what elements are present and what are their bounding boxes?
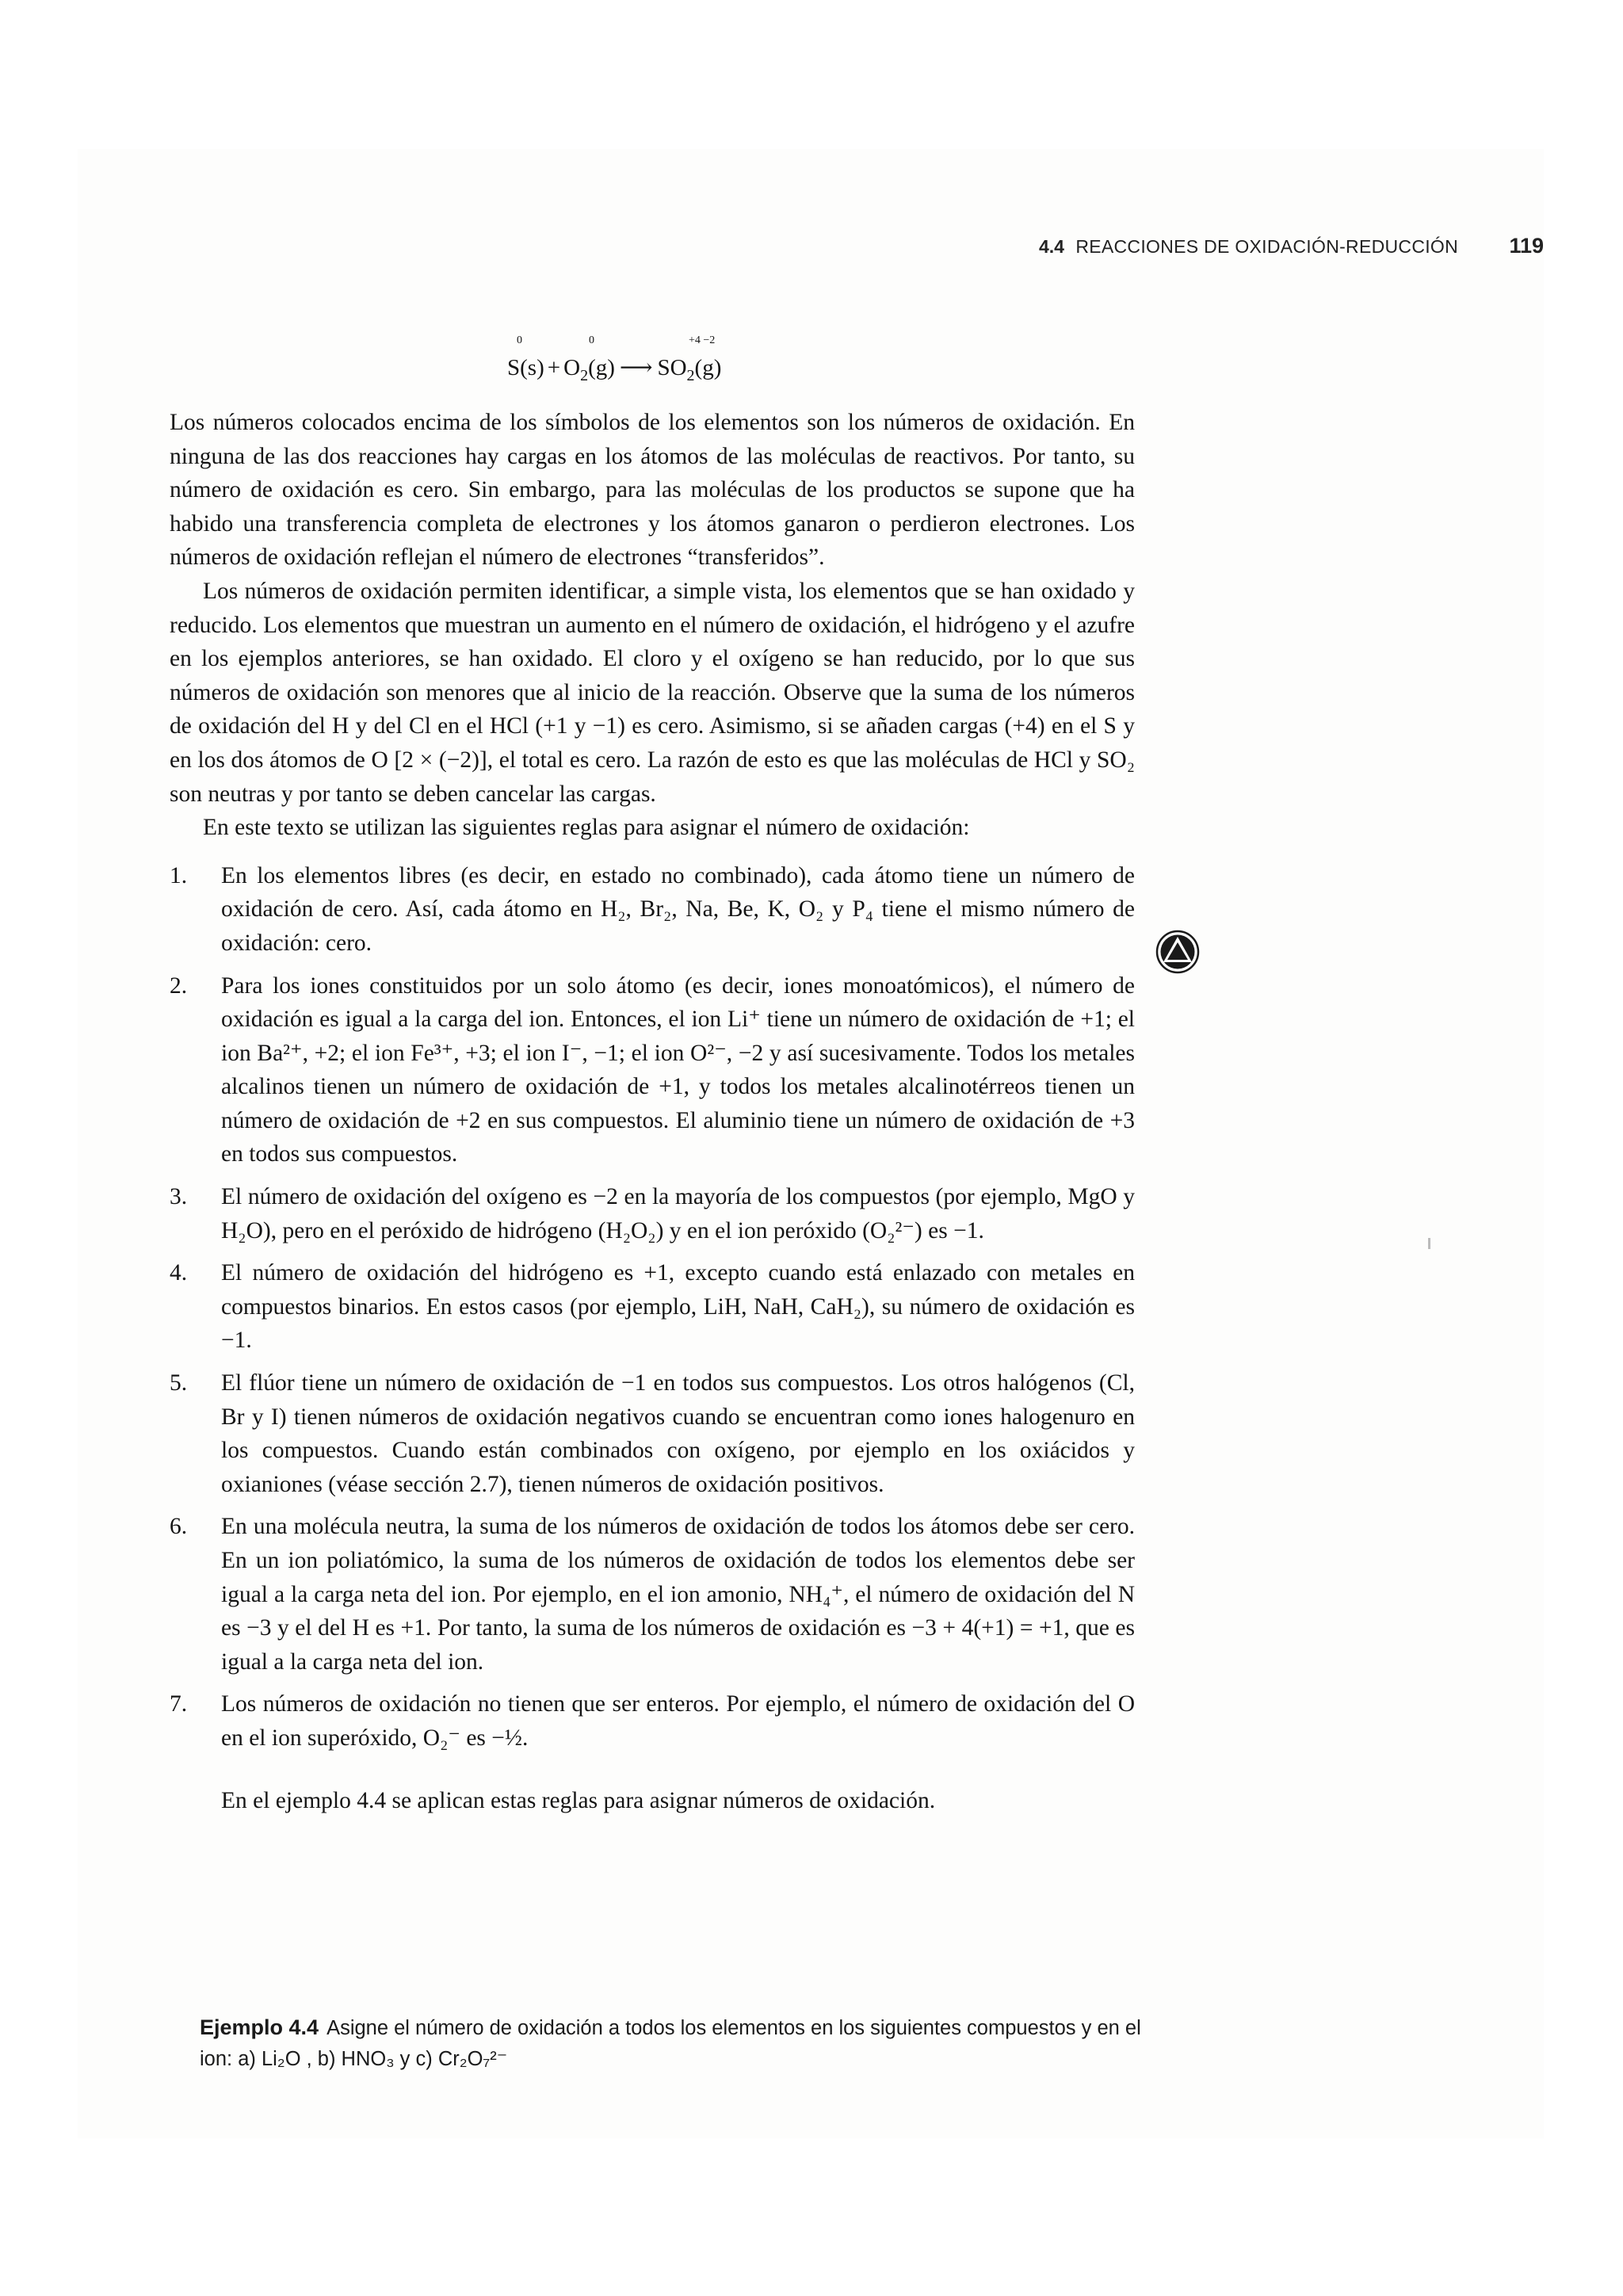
product-so2-subscript: 2	[686, 367, 695, 384]
rule-item	[170, 1180, 1135, 1247]
section-number: 4.4	[1038, 236, 1064, 257]
rule-text: Para los iones constituidos por un solo átomo (es decir, iones monoatómicos), el número de oxidación es igual a la carga del ion. Entonces, el ion Li⁺ tiene un número de oxidación de +1; el ion Ba²⁺, +2; el ion Fe³⁺, +3; el ion I⁻, −1; el ion O²⁻, −2 y así sucesivamente. Todos los metales alcalinos tienen un número de oxidación de +1, y todos los metales alcalinotérreos tienen un número de oxidación de +2 en sus compuestos. El aluminio tiene un número de oxidación de +3 en todos sus compuestos.	[221, 972, 1135, 1167]
plus-sign: +	[547, 355, 561, 380]
section-title: REACCIONES DE OXIDACIÓN-REDUCCIÓN	[1075, 236, 1459, 257]
reactant-o2-subscript: 2	[580, 367, 589, 384]
reactant-o2-state: (g)	[588, 355, 615, 380]
rule-number: 1.	[170, 862, 188, 888]
example-box	[200, 2012, 1167, 2075]
triangle-in-circle-icon	[1155, 930, 1200, 974]
product-so2-state: (g)	[694, 355, 722, 380]
rule-number: 6.	[170, 1514, 188, 1540]
example-label: Ejemplo 4.4	[200, 2015, 319, 2039]
rule-item	[170, 859, 1135, 961]
scan-artifact	[1428, 1238, 1430, 1249]
rule-item	[170, 1256, 1135, 1358]
rule-text: Los números de oxidación no tienen que ser enteros. Por ejemplo, el número de oxidación del O en el ion superóxido, O₂⁻ es −½.	[221, 1691, 1135, 1751]
body-text	[170, 406, 1135, 1817]
equation-line	[507, 355, 721, 384]
rule-text: El flúor tiene un número de oxidación de −1 en todos sus compuestos. Los otros halógenos (Cl, Br y I) tienen números de oxidación negativos cuando se encuentran como iones halogenuro en los compuestos. Cuando están combinados con oxígeno, por ejemplo en los oxiácidos y oxianiones (véase sección 2.7), tienen números de oxidación positivos.	[221, 1370, 1135, 1497]
reactant-s: S	[507, 355, 521, 380]
rule-text: El número de oxidación del hidrógeno es +1, excepto cuando está enlazado con metales en compuestos binarios. En estos casos (por ejemplo, LiH, NaH, CaH₂), su número de oxidación es −1.	[221, 1260, 1135, 1354]
rule-number: 4.	[170, 1260, 188, 1286]
paragraph-oxidation-numbers: Los números colocados encima de los símbolos de los elementos son los números de oxidación. En ninguna de las dos reacciones hay cargas en los átomos de las moléculas de reactivos. Por tanto, su número de oxidación es cero. Sin embargo, para las moléculas de los productos se supone que ha habido una transferencia completa de electrones y los átomos ganaron o perdieron electrones. Los números de oxidación reflejan el número de electrones “transferidos”.	[170, 410, 1135, 571]
equation-svg	[507, 331, 792, 395]
rule-item	[170, 1366, 1135, 1501]
oxidation-numbers-so2: +4 −2	[689, 334, 716, 346]
product-so2: SO	[657, 355, 687, 380]
paragraph-rules-intro: En este texto se utilizan las siguientes reglas para asignar el número de oxidación:	[203, 815, 970, 841]
running-head	[158, 234, 1544, 258]
closing-paragraph: En el ejemplo 4.4 se aplican estas reglas para asignar números de oxidación.	[221, 1787, 936, 1813]
rule-text: En los elementos libres (es decir, en estado no combinado), cada átomo tiene un número de oxidación de cero. Así, cada átomo en H₂, Br₂, Na, Be, K, O₂ y P₄ tiene el mismo número de oxidación: cero.	[221, 862, 1135, 956]
rule-number: 7.	[170, 1691, 188, 1717]
rule-number: 5.	[170, 1370, 188, 1396]
chemical-equation	[507, 331, 792, 395]
reaction-arrow: ⟶	[619, 355, 653, 380]
reactant-o2: O	[563, 355, 581, 380]
rule-number: 3.	[170, 1184, 188, 1210]
rule-item	[170, 969, 1135, 1172]
oxidation-number-o: 0	[589, 334, 594, 346]
rules-list	[170, 859, 1135, 1755]
page-number: 119	[1509, 234, 1544, 258]
example-text: Asigne el número de oxidación a todos los elementos en los siguientes compuestos y en el ion: a) Li₂O , b) HNO₃ y c) Cr₂O₇²⁻	[200, 2017, 1141, 2070]
oxidation-number-s: 0	[517, 334, 522, 346]
paragraph-identify-oxidized: Los números de oxidación permiten identificar, a simple vista, los elementos que se han oxidado y reducido. Los elementos que muestran un aumento en el número de oxidación, el hidrógeno y el azufre en los ejemplos anteriores, se han oxidado. El cloro y el oxígeno se han reducido, por lo que sus números de oxidación son menores que al inicio de la reacción. Observe que la suma de los números de oxidación del H y del Cl en el HCl (+1 y −1) es cero. Asimismo, si se añaden cargas (+4) en el S y en los dos átomos de O [2 × (−2)], el total es cero. La razón de esto es que las moléculas de HCl y SO₂ son neutras y por tanto se deben cancelar las cargas.	[170, 578, 1135, 807]
rule-item	[170, 1510, 1135, 1679]
rule-text: El número de oxidación del oxígeno es −2 en la mayoría de los compuestos (por ejemplo, MgO y H₂O), pero en el peróxido de hidrógeno (H₂O₂) y en el ion peróxido (O₂²⁻) es −1.	[221, 1184, 1135, 1244]
rule-item	[170, 1687, 1135, 1755]
rule-text: En una molécula neutra, la suma de los números de oxidación de todos los átomos debe ser cero. En un ion poliatómico, la suma de los números de oxidación de todos los elementos debe ser igual a la carga neta del ion. Por ejemplo, en el ion amonio, NH₄⁺, el número de oxidación del N es −3 y el del H es +1. Por tanto, la suma de los números de oxidación es −3 + 4(+1) = +1, que es igual a la carga neta del ion.	[221, 1514, 1135, 1675]
reactant-s-state: (s)	[520, 355, 544, 380]
rule-number: 2.	[170, 972, 188, 999]
